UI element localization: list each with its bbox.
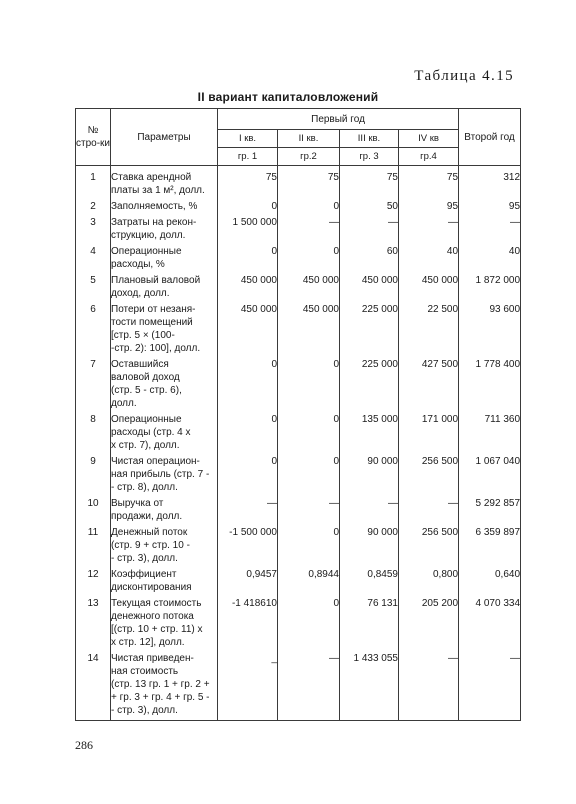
- row-number: 10: [87, 498, 99, 509]
- value-cell: 0: [333, 359, 339, 370]
- parameter-line: Оставшийся: [111, 359, 169, 370]
- parameter-line: ная стоимость: [111, 666, 179, 677]
- value-cell: 711 360: [484, 414, 521, 425]
- value-cell: 450 000: [240, 304, 277, 315]
- value-cell: 4 070 334: [475, 598, 521, 609]
- table-label: Таблица 4.15: [414, 68, 514, 84]
- group-1-header: гр. 1: [218, 148, 278, 166]
- value-cell: 0,8944: [308, 569, 339, 580]
- row-number: 1: [90, 172, 96, 183]
- parameter-cell: [111, 171, 217, 200]
- value-cell: 50: [386, 201, 398, 212]
- group-4-header: гр.4: [399, 148, 459, 166]
- value-column-1: [218, 166, 278, 721]
- value-cell: 1 067 040: [475, 456, 521, 467]
- row-number: 3: [90, 217, 96, 228]
- row-number: 8: [90, 414, 96, 425]
- value-cell: 1 872 000: [475, 275, 521, 286]
- parameter-line: [(стр. 10 + стр. 11) х: [111, 624, 203, 635]
- row-number: 14: [87, 653, 99, 664]
- row-number: 13: [87, 598, 99, 609]
- value-cell: —: [510, 653, 521, 664]
- parameter-line: Заполняемость, %: [111, 201, 198, 212]
- parameter-line: Чистая приведен-: [111, 653, 194, 664]
- value-cell: 0: [271, 359, 277, 370]
- value-cell: 76 131: [367, 598, 398, 609]
- value-cell: -1 500 000: [229, 527, 277, 538]
- parameter-line: - стр. 3), долл.: [111, 553, 178, 564]
- parameter-cell: [111, 455, 217, 497]
- parameter-line: х стр. 7), долл.: [111, 440, 180, 451]
- value-cell: 0: [271, 246, 277, 257]
- parameter-line: [стр. 5 × (100-: [111, 330, 175, 341]
- parameter-cell: [111, 200, 217, 216]
- quarter-2-header: II кв.: [278, 130, 340, 148]
- value-cell: —: [267, 498, 277, 509]
- row-number-column: [76, 166, 111, 721]
- value-cell: 0: [333, 598, 339, 609]
- value-cell: 6 359 897: [475, 527, 521, 538]
- value-cell: 60: [386, 246, 398, 257]
- value-cell: 205 200: [421, 598, 459, 609]
- parameters-column: [111, 166, 218, 721]
- value-cell: 0: [333, 414, 339, 425]
- parameter-cell: [111, 274, 217, 303]
- parameters-header: Параметры: [111, 109, 218, 166]
- value-cell: 0: [271, 201, 277, 212]
- value-column-5: [459, 166, 521, 721]
- parameter-line: Коэффициент: [111, 569, 177, 580]
- parameter-line: доход, долл.: [111, 288, 170, 299]
- value-cell: 95: [508, 201, 521, 212]
- value-cell: 75: [265, 172, 277, 183]
- parameter-line: Плановый валовой: [111, 275, 201, 286]
- value-cell: 75: [327, 172, 339, 183]
- value-cell: —: [329, 653, 339, 664]
- parameter-line: дисконтирования: [111, 582, 192, 593]
- parameter-line: валовой доход: [111, 372, 180, 383]
- value-cell: 135 000: [361, 414, 398, 425]
- value-cell: 0: [271, 414, 277, 425]
- value-cell: —: [388, 217, 398, 228]
- value-cell: 5 292 857: [475, 498, 521, 509]
- value-cell: —: [329, 498, 339, 509]
- value-cell: 1 500 000: [232, 217, 277, 228]
- value-cell: 427 500: [421, 359, 459, 370]
- parameter-line: Чистая операцион-: [111, 456, 200, 467]
- row-number: 12: [87, 569, 99, 580]
- parameter-cell: [111, 413, 217, 455]
- value-cell: 0,800: [433, 569, 459, 580]
- table-title: II вариант капиталовложений: [197, 90, 379, 104]
- value-cell: _: [271, 653, 277, 664]
- parameter-line: тости помещений: [111, 317, 193, 328]
- parameter-cell: [111, 526, 217, 568]
- value-cell: —: [329, 217, 339, 228]
- value-cell: 0: [271, 456, 277, 467]
- quarter-4-header: IV кв: [399, 130, 459, 148]
- value-cell: 0,9457: [246, 569, 277, 580]
- parameter-line: Денежный поток: [111, 527, 188, 538]
- value-cell: —: [448, 217, 459, 228]
- parameter-line: -стр. 2): 100], долл.: [111, 343, 201, 354]
- first-year-header: Первый год: [218, 109, 459, 130]
- group-3-header: гр. 3: [340, 148, 399, 166]
- parameter-cell: [111, 568, 217, 597]
- value-cell: 1 778 400: [475, 359, 521, 370]
- parameter-line: Потери от незаня-: [111, 304, 196, 315]
- parameter-line: - стр. 8), долл.: [111, 482, 178, 493]
- parameter-cell: [111, 358, 217, 413]
- value-cell: 450 000: [240, 275, 277, 286]
- parameter-line: ная прибыль (стр. 7 -: [111, 469, 210, 480]
- table-body-row: [76, 166, 521, 721]
- parameter-cell: [111, 652, 217, 720]
- parameter-line: продажи, долл.: [111, 511, 183, 522]
- row-number-header: № стро-ки: [76, 109, 111, 166]
- row-number: 9: [90, 456, 96, 467]
- value-cell: 40: [508, 246, 521, 257]
- value-cell: 450 000: [302, 304, 339, 315]
- value-cell: 0,640: [495, 569, 521, 580]
- value-cell: 75: [386, 172, 398, 183]
- value-cell: 1 433 055: [353, 653, 398, 664]
- value-cell: 450 000: [361, 275, 398, 286]
- row-number: 5: [90, 275, 96, 286]
- parameter-line: струкцию, долл.: [111, 230, 186, 241]
- parameter-line: (стр. 9 + стр. 10 -: [111, 540, 190, 551]
- parameter-cell: [111, 497, 217, 526]
- capital-investment-table: [75, 108, 521, 721]
- value-cell: 0: [333, 456, 339, 467]
- row-number: 2: [90, 201, 96, 212]
- parameter-line: платы за 1 м², долл.: [111, 185, 205, 196]
- page-number: 286: [75, 738, 93, 752]
- value-cell: 450 000: [421, 275, 459, 286]
- value-cell: 0,8459: [367, 569, 398, 580]
- value-column-3: [340, 166, 399, 721]
- value-cell: —: [448, 653, 459, 664]
- parameter-line: Операционные: [111, 414, 182, 425]
- parameter-line: х стр. 12], долл.: [111, 637, 185, 648]
- parameter-line: расходы, %: [111, 259, 165, 270]
- parameter-line: расходы (стр. 4 х: [111, 427, 191, 438]
- row-number: 4: [90, 246, 96, 257]
- value-cell: 256 500: [421, 456, 459, 467]
- parameter-line: долл.: [111, 398, 137, 409]
- parameter-line: (стр. 13 гр. 1 + гр. 2 +: [111, 679, 210, 690]
- value-cell: —: [448, 498, 459, 509]
- parameter-line: (стр. 5 - стр. 6),: [111, 385, 182, 396]
- value-cell: 171 000: [421, 414, 459, 425]
- parameter-line: Выручка от: [111, 498, 164, 509]
- value-cell: 256 500: [421, 527, 459, 538]
- value-cell: 90 000: [367, 527, 398, 538]
- value-cell: 40: [446, 246, 459, 257]
- group-2-header: гр.2: [278, 148, 340, 166]
- parameter-cell: [111, 303, 217, 358]
- value-cell: 0: [333, 246, 339, 257]
- row-number: 11: [87, 527, 99, 538]
- quarter-3-header: III кв.: [340, 130, 399, 148]
- value-cell: —: [388, 498, 398, 509]
- value-cell: 95: [446, 201, 459, 212]
- value-cell: 225 000: [361, 304, 398, 315]
- value-cell: 93 600: [489, 304, 521, 315]
- parameter-cell: [111, 597, 217, 652]
- value-cell: 90 000: [367, 456, 398, 467]
- value-cell: 0: [333, 201, 339, 212]
- value-cell: 225 000: [361, 359, 398, 370]
- parameter-line: Ставка арендной: [111, 172, 192, 183]
- value-cell: 450 000: [302, 275, 339, 286]
- second-year-header: Второй год: [459, 109, 521, 166]
- value-cell: 75: [446, 172, 459, 183]
- parameter-cell: [111, 216, 217, 245]
- parameter-line: денежного потока: [111, 611, 194, 622]
- value-column-2: [278, 166, 340, 721]
- parameter-line: Текущая стоимость: [111, 598, 202, 609]
- parameter-line: + гр. 3 + гр. 4 + гр. 5 -: [111, 692, 210, 703]
- value-cell: 22 500: [427, 304, 459, 315]
- value-cell: 0: [333, 527, 339, 538]
- parameter-line: Затраты на рекон-: [111, 217, 197, 228]
- parameter-line: - стр. 3), долл.: [111, 705, 178, 716]
- parameter-cell: [111, 245, 217, 274]
- quarter-1-header: I кв.: [218, 130, 278, 148]
- value-column-4: [399, 166, 459, 721]
- value-cell: -1 418610: [231, 598, 277, 609]
- value-cell: —: [510, 217, 521, 228]
- row-number: 6: [90, 304, 96, 315]
- value-cell: 312: [503, 172, 521, 183]
- row-number: 7: [90, 359, 96, 370]
- parameter-line: Операционные: [111, 246, 182, 257]
